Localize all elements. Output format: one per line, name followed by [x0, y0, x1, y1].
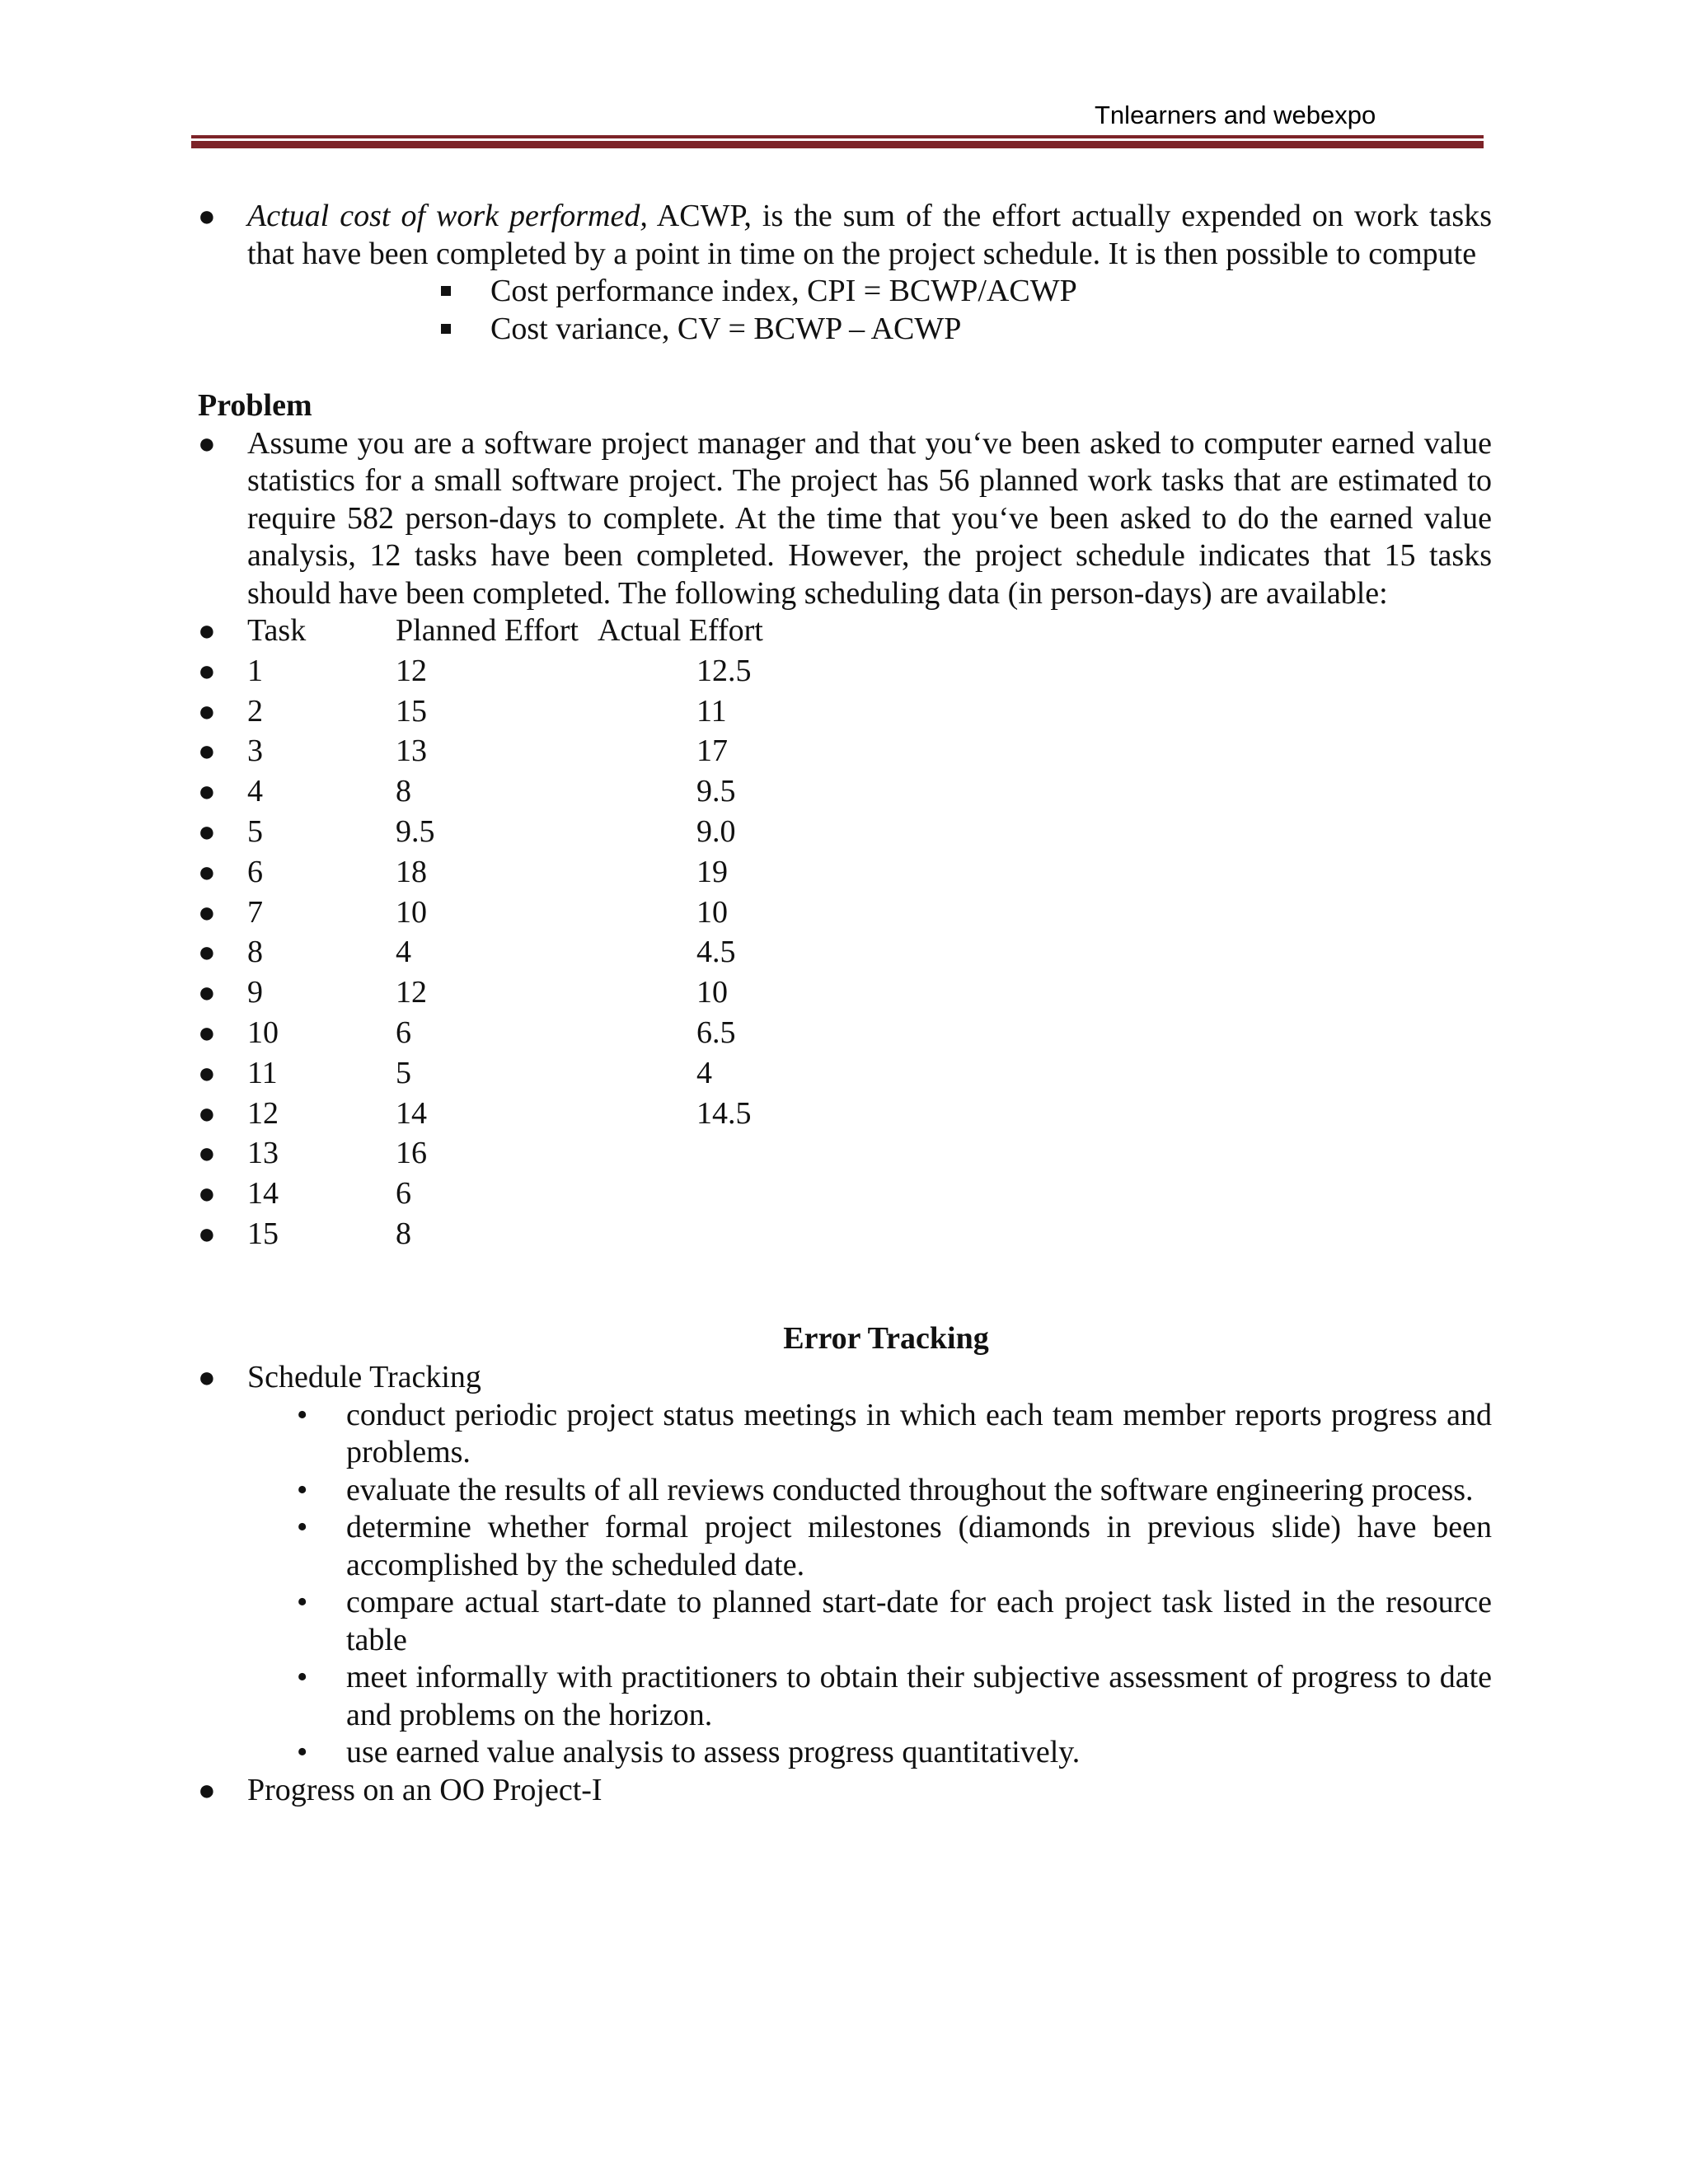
- planned-effort-cell: 9.5: [396, 813, 435, 849]
- square-bullet-icon: [441, 324, 451, 334]
- table-row: [198, 693, 1492, 733]
- table-row: [198, 854, 1492, 894]
- task-cell: 9: [247, 975, 263, 1010]
- bullet-icon: ●: [198, 935, 216, 969]
- document-body: [198, 198, 1492, 1809]
- planned-effort-cell: 12: [396, 975, 427, 1010]
- bullet-icon: ●: [198, 855, 216, 888]
- actual-effort-cell: 17: [696, 733, 728, 769]
- task-cell: 1: [247, 653, 263, 688]
- table-row: [198, 1175, 1492, 1216]
- table-row: [198, 934, 1492, 974]
- formula-item: [441, 273, 1492, 311]
- schedule-tracking-item: [198, 1359, 1492, 1397]
- actual-effort-cell: 10: [696, 894, 728, 930]
- square-bullet-icon: [441, 286, 451, 296]
- bullet-icon: •: [297, 1735, 308, 1770]
- table-row: [198, 1135, 1492, 1175]
- actual-effort-cell: 11: [696, 693, 727, 729]
- planned-effort-cell: 8: [396, 1216, 411, 1251]
- bullet-icon: ●: [198, 694, 216, 728]
- formula-list: [198, 273, 1492, 348]
- acwp-text: ACWP, is the sum of the effort actually expended on work tasks that have been completed by a point in time on the project schedule. It is then possible to compute: [247, 199, 1492, 271]
- actual-effort-cell: 9.0: [696, 813, 736, 849]
- effort-table: [198, 612, 1492, 1256]
- bullet-icon: ●: [198, 1015, 216, 1049]
- list-item-text: compare actual start-date to planned start-date for each project task listed in the resource table: [346, 1585, 1492, 1657]
- table-row: [198, 653, 1492, 693]
- task-cell: 5: [247, 813, 263, 849]
- table-row: [198, 813, 1492, 854]
- table-header-row: [198, 612, 1492, 653]
- actual-effort-cell: 9.5: [696, 774, 736, 809]
- task-cell: 7: [247, 894, 263, 930]
- schedule-tracking-list: [198, 1397, 1492, 1772]
- task-cell: 8: [247, 935, 263, 970]
- header-rule-thick: [191, 141, 1484, 148]
- table-row: [198, 894, 1492, 935]
- actual-effort-cell: 14.5: [696, 1095, 752, 1131]
- list-item: [297, 1472, 1492, 1510]
- header-planned: Planned Effort: [396, 613, 579, 648]
- formula-cpi: Cost performance index, CPI = BCWP/ACWP: [490, 274, 1077, 308]
- bullet-icon: •: [297, 1472, 308, 1507]
- table-row: [198, 1055, 1492, 1095]
- planned-effort-cell: 16: [396, 1136, 427, 1171]
- planned-effort-cell: 12: [396, 653, 427, 688]
- table-row: [198, 1216, 1492, 1256]
- planned-effort-cell: 4: [396, 935, 411, 970]
- planned-effort-cell: 14: [396, 1095, 427, 1131]
- bullet-icon: ●: [198, 976, 216, 1010]
- planned-effort-cell: 13: [396, 733, 427, 769]
- table-row: [198, 974, 1492, 1015]
- list-item-text: conduct periodic project status meetings in which each team member reports progress and problems.: [346, 1397, 1492, 1470]
- task-cell: 14: [247, 1176, 279, 1212]
- planned-effort-cell: 6: [396, 1015, 411, 1050]
- table-row: [198, 1095, 1492, 1136]
- bullet-icon: ●: [198, 1177, 216, 1211]
- table-row: [198, 773, 1492, 813]
- bullet-icon: ●: [198, 1216, 216, 1250]
- task-cell: 15: [247, 1216, 279, 1251]
- planned-effort-cell: 18: [396, 854, 427, 889]
- bullet-icon: ●: [198, 814, 216, 848]
- planned-effort-cell: 15: [396, 693, 427, 729]
- bullet-icon: ●: [198, 895, 216, 929]
- progress-oo-text: Progress on an OO Project-I: [247, 1772, 603, 1807]
- list-item: [297, 1584, 1492, 1659]
- bullet-icon: ●: [198, 1361, 216, 1394]
- list-item-text: determine whether formal project milestones (diamonds in previous slide) have been accomplished by the scheduled date.: [346, 1510, 1492, 1582]
- planned-effort-cell: 10: [396, 894, 427, 930]
- planned-effort-cell: 8: [396, 774, 411, 809]
- actual-effort-cell: 19: [696, 854, 728, 889]
- header-rule-thin: [191, 135, 1484, 138]
- bullet-icon: ●: [198, 1773, 216, 1807]
- task-cell: 6: [247, 854, 263, 889]
- task-cell: 3: [247, 733, 263, 769]
- actual-effort-cell: 10: [696, 975, 728, 1010]
- list-item: [297, 1659, 1492, 1734]
- acwp-paragraph: [198, 198, 1492, 273]
- actual-effort-cell: 12.5: [696, 653, 752, 688]
- bullet-icon: •: [297, 1585, 308, 1620]
- bullet-icon: ●: [198, 1096, 216, 1130]
- bullet-icon: ●: [198, 614, 216, 647]
- bullet-icon: •: [297, 1510, 308, 1545]
- actual-effort-cell: 4: [696, 1055, 712, 1090]
- problem-heading: Problem: [198, 388, 312, 423]
- bullet-icon: ●: [198, 199, 216, 232]
- bullet-icon: ●: [198, 1137, 216, 1170]
- bullet-icon: •: [297, 1660, 308, 1695]
- list-item: [297, 1734, 1492, 1772]
- bullet-icon: ●: [198, 426, 216, 460]
- planned-effort-cell: 6: [396, 1176, 411, 1212]
- list-item-text: evaluate the results of all reviews conducted throughout the software engineering process.: [346, 1472, 1474, 1507]
- problem-paragraph: [198, 425, 1492, 613]
- list-item: [297, 1509, 1492, 1584]
- bullet-icon: •: [297, 1397, 308, 1432]
- header-actual: Actual Effort: [598, 613, 763, 648]
- table-row: [198, 1015, 1492, 1055]
- task-cell: 12: [247, 1095, 279, 1131]
- table-row: [198, 733, 1492, 773]
- list-item: [297, 1397, 1492, 1472]
- schedule-tracking-title: Schedule Tracking: [247, 1360, 481, 1395]
- page-header-title: Tnlearners and webexpo: [1095, 101, 1376, 129]
- progress-oo-item: [198, 1772, 1492, 1810]
- formula-cv: Cost variance, CV = BCWP – ACWP: [490, 311, 962, 346]
- header-task: Task: [247, 613, 307, 648]
- planned-effort-cell: 5: [396, 1055, 411, 1090]
- bullet-icon: ●: [198, 775, 216, 808]
- bullet-icon: ●: [198, 654, 216, 687]
- bullet-icon: ●: [198, 1056, 216, 1090]
- bullet-icon: ●: [198, 734, 216, 768]
- actual-effort-cell: 4.5: [696, 935, 736, 970]
- problem-text: Assume you are a software project manager and that you‘ve been asked to computer earned value statistics for a small software project. The project has 56 planned work tasks that are estimated to require 582 person-days to complete. At the time that you‘ve been asked to do the earned value analysis, 12 tasks have been completed. However, the project schedule indicates that 15 tasks should have been completed. The following scheduling data (in person-days) are available:: [247, 425, 1492, 611]
- formula-item: [441, 311, 1492, 349]
- acwp-term: Actual cost of work performed,: [247, 199, 648, 233]
- task-cell: 11: [247, 1055, 278, 1090]
- list-item-text: use earned value analysis to assess progress quantitatively.: [346, 1735, 1081, 1770]
- list-item-text: meet informally with practitioners to obtain their subjective assessment of progress to date and problems on the horizon.: [346, 1660, 1492, 1732]
- error-tracking-heading: Error Tracking: [783, 1320, 989, 1356]
- task-cell: 2: [247, 693, 263, 729]
- task-cell: 13: [247, 1136, 279, 1171]
- task-cell: 10: [247, 1015, 279, 1050]
- actual-effort-cell: 6.5: [696, 1015, 736, 1050]
- task-cell: 4: [247, 774, 263, 809]
